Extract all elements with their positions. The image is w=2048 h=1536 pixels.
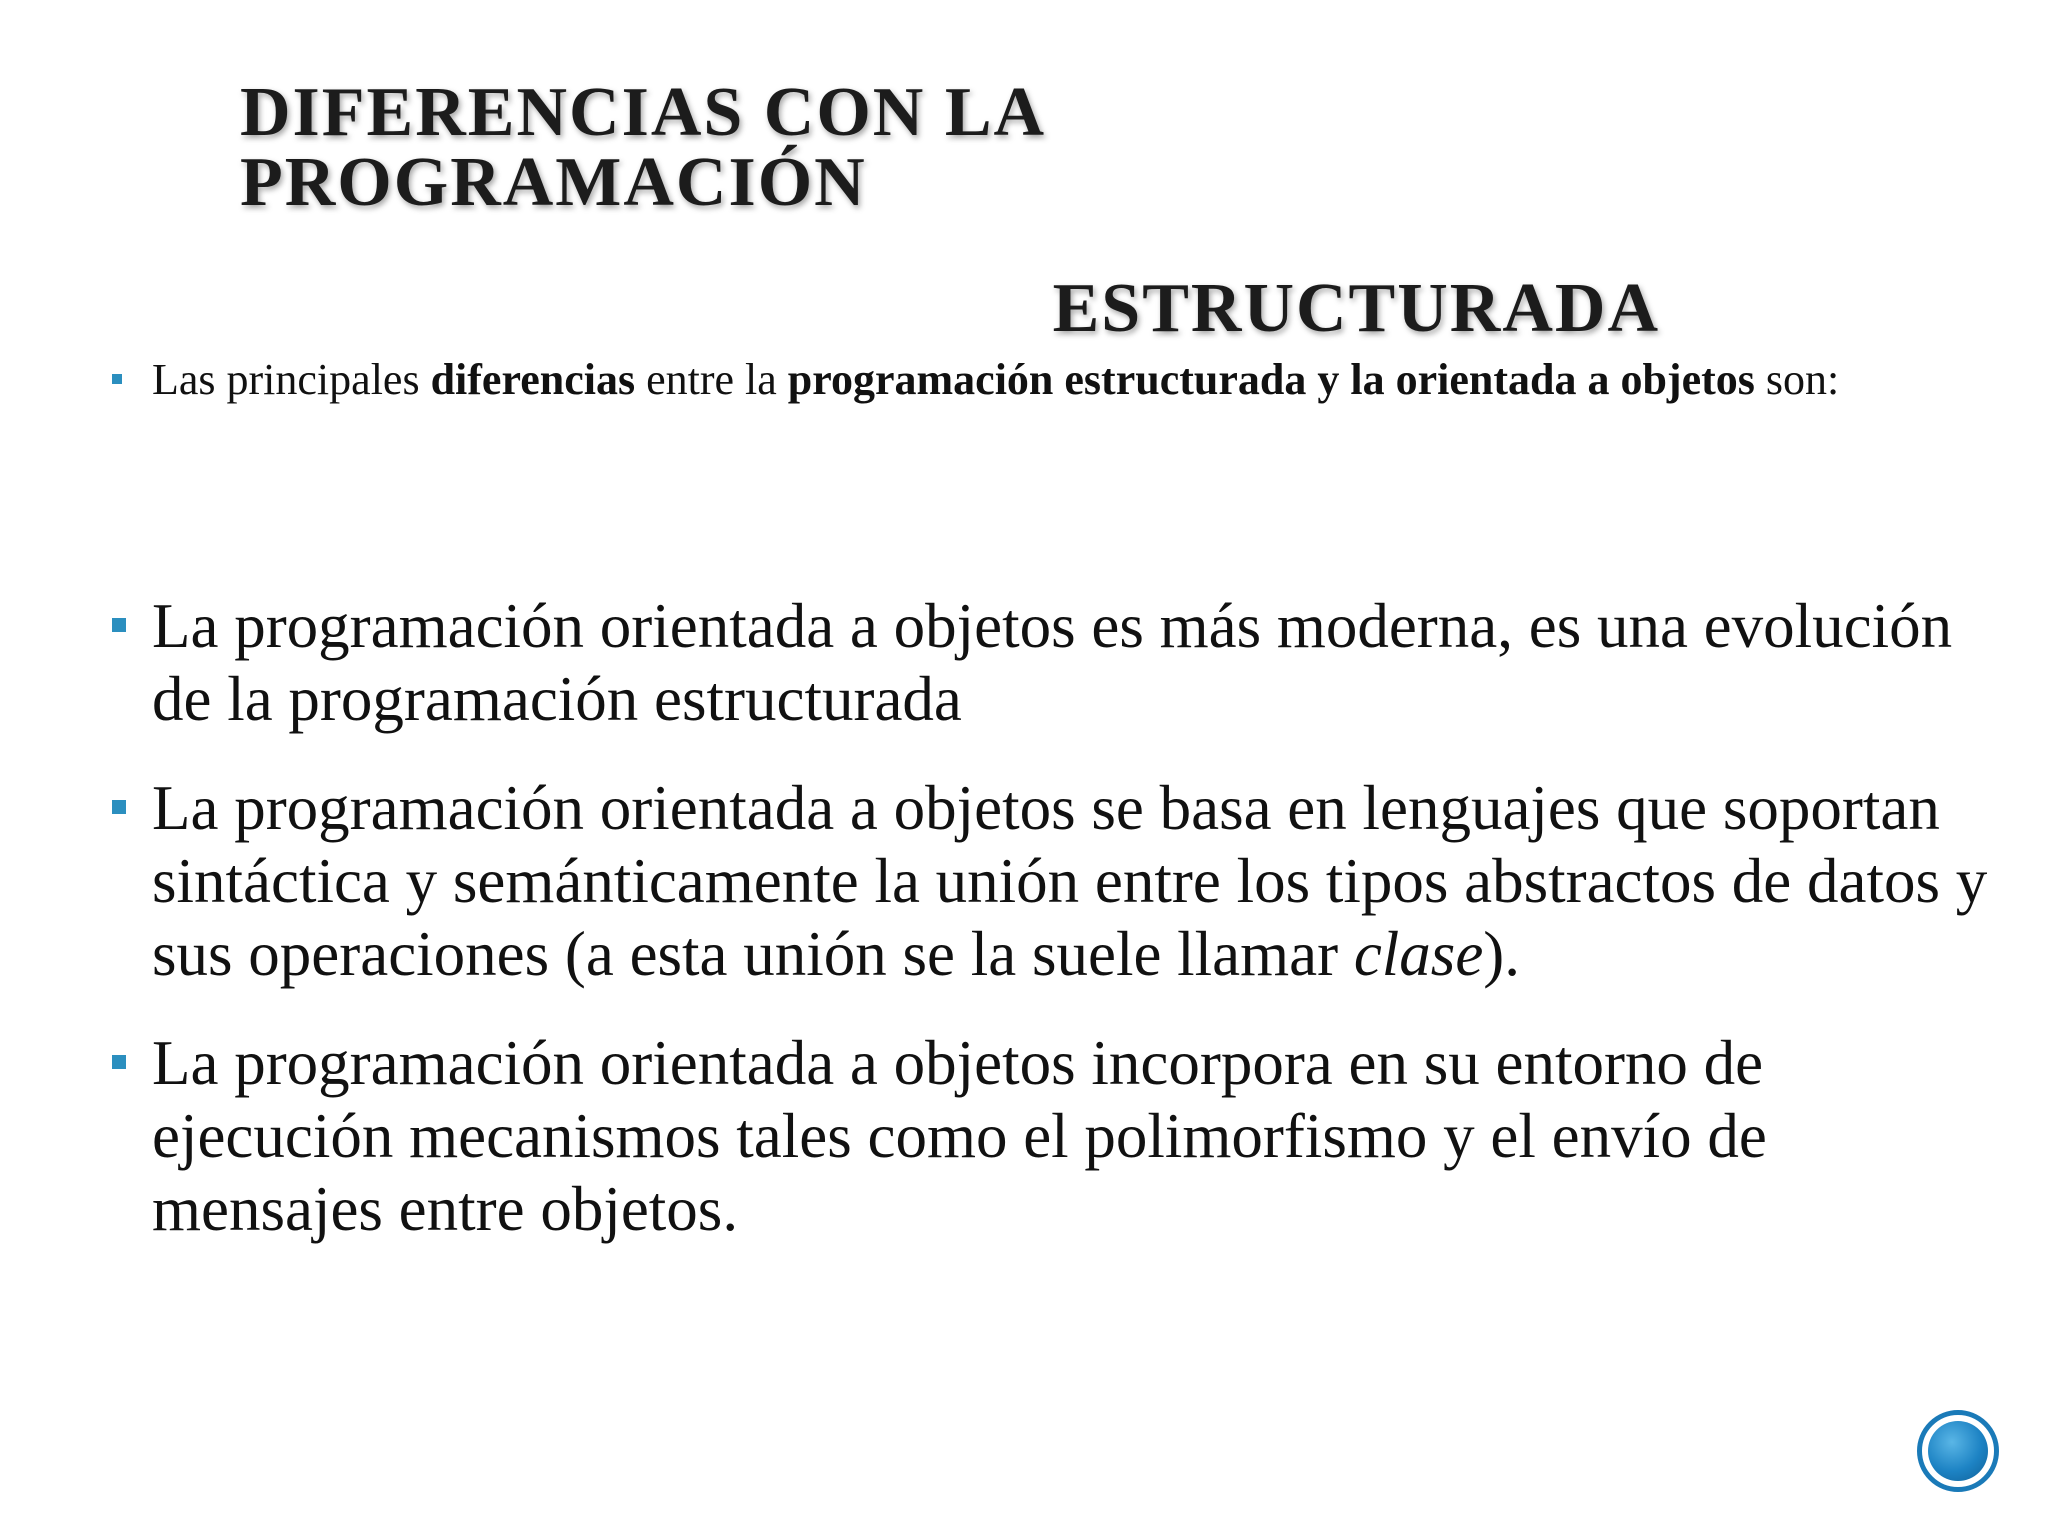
intro-list — [108, 354, 2008, 406]
square-bullet-icon — [112, 800, 126, 814]
difference-text-2-italic: clase — [1353, 919, 1484, 989]
differences-list — [108, 590, 2008, 1282]
nav-button-inner — [1928, 1421, 1988, 1481]
intro-text-2: entre la — [635, 355, 788, 404]
difference-text-2: La programación orientada a objetos se basa en lenguajes que soportan sintáctica y semánticamente la unión entre los tipos abstractos de datos y sus operaciones (a esta unión se la suele llamar — [152, 773, 1988, 989]
square-bullet-icon — [112, 374, 122, 384]
intro-bold-differences: diferencias — [430, 355, 636, 404]
square-bullet-icon — [112, 618, 126, 632]
slide-title-line1: DIFERENCIAS CON LA PROGRAMACIÓN — [240, 74, 1043, 221]
intro-bold-programming: programación estructurada y la orientada a objetos — [787, 355, 1755, 404]
slide-title — [240, 74, 1660, 347]
intro-text-3: son: — [1754, 355, 1840, 404]
difference-text-3: La programación orientada a objetos incorpora en su entorno de ejecución mecanismos tales como el polimorfismo y el envío de mensajes entre objetos. — [152, 1028, 1767, 1244]
intro-text-1: Las principales — [152, 355, 431, 404]
intro-bullet — [108, 354, 2008, 406]
circle-nav-button-icon[interactable] — [1917, 1410, 1999, 1492]
square-bullet-icon — [112, 1055, 126, 1069]
difference-text-1: La programación orientada a objetos es más moderna, es una evolución de la programación estructurada — [152, 591, 1953, 734]
difference-item-2 — [108, 772, 2008, 991]
difference-text-2-end: ). — [1483, 919, 1521, 989]
difference-item-3 — [108, 1027, 2008, 1246]
slide-title-line2: ESTRUCTURADA — [1052, 270, 1660, 347]
difference-item-1 — [108, 590, 2008, 736]
